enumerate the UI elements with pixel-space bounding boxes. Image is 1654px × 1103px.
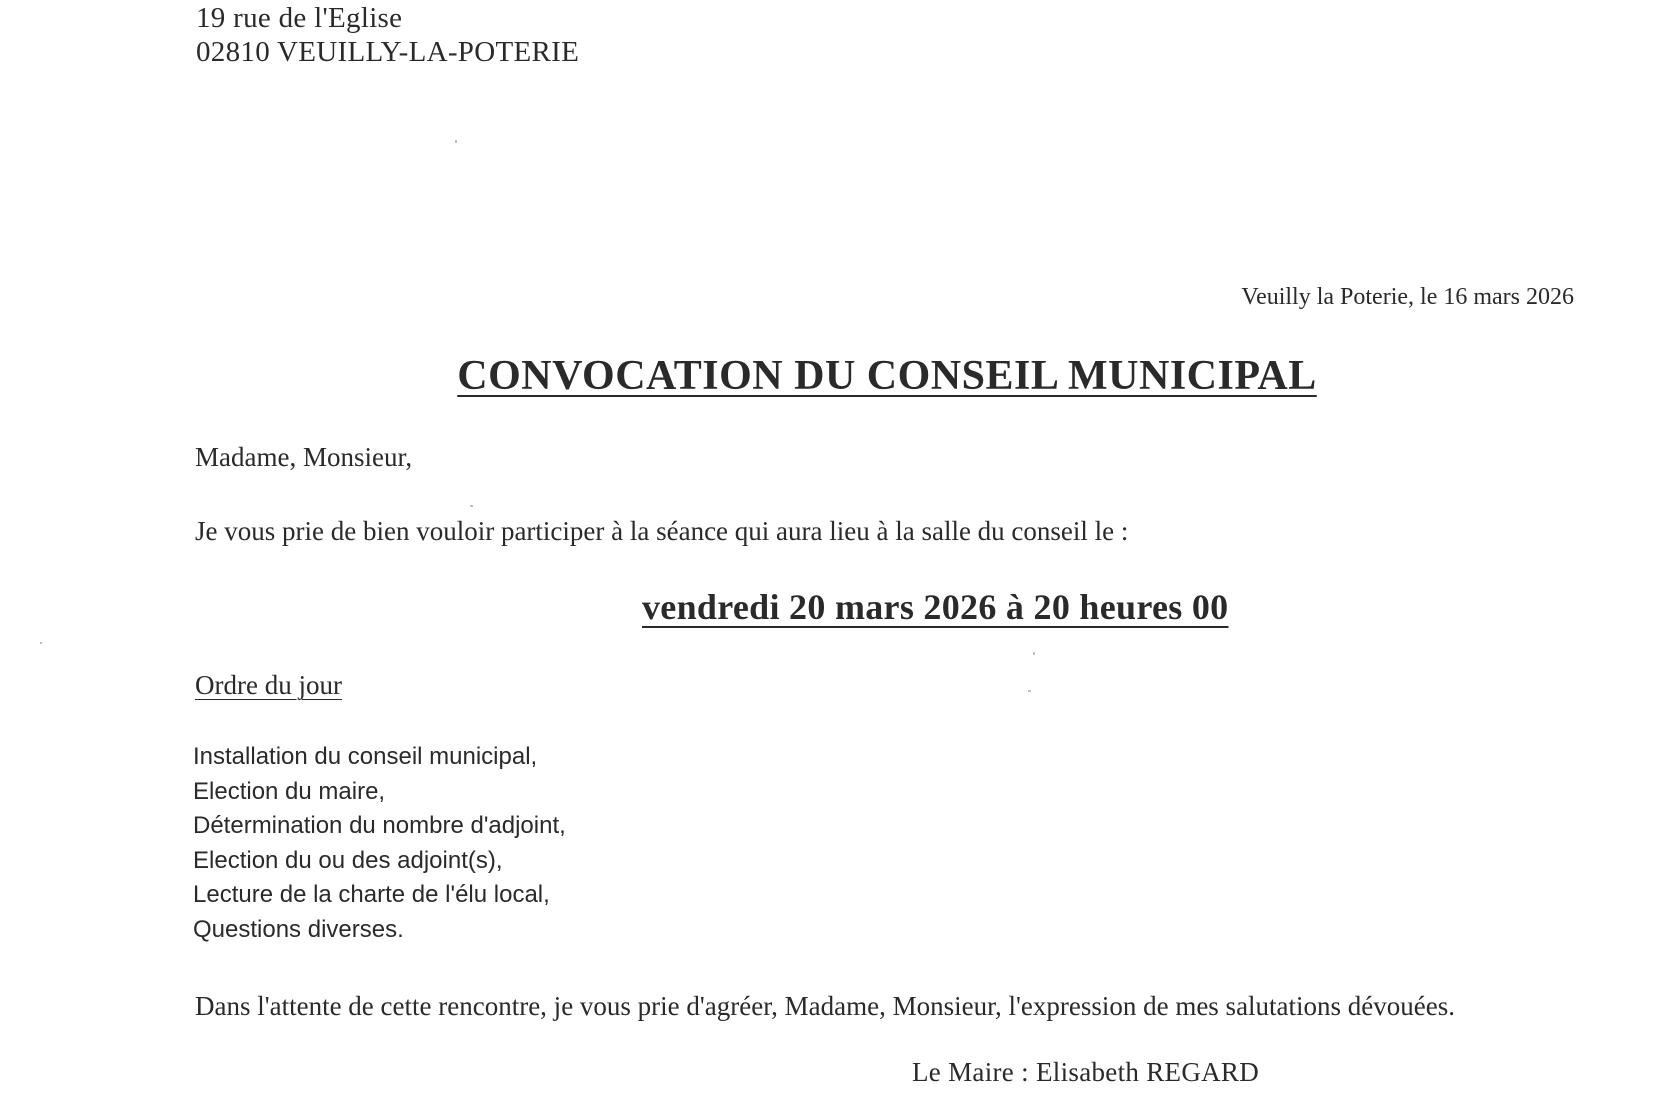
scan-speck — [40, 642, 42, 644]
signature: Le Maire : Elisabeth REGARD — [912, 1057, 1260, 1087]
scan-speck — [1033, 652, 1035, 655]
closing-paragraph: Dans l'attente de cette rencontre, je vous prie d'agréer, Madame, Monsieur, l'expression de mes salutations dévouées. — [195, 991, 1456, 1021]
scan-speck — [470, 505, 473, 507]
agenda-item: Lecture de la charte de l'élu local, — [193, 881, 550, 908]
agenda-list — [193, 740, 566, 947]
document-title-text: CONVOCATION DU CONSEIL MUNICIPAL — [457, 353, 1317, 399]
agenda-heading: Ordre du jour — [195, 670, 342, 700]
agenda-item: Election du maire, — [193, 777, 386, 805]
place-and-date: Veuilly la Poterie, le 16 mars 2026 — [1241, 284, 1574, 310]
invitation-text: Je vous prie de bien vouloir participer à la séance qui aura lieu à la salle du conseil le : — [195, 516, 1129, 546]
agenda-item: Détermination du nombre d'adjoint, — [193, 812, 566, 839]
document-title — [0, 352, 1654, 400]
salutation: Madame, Monsieur, — [195, 442, 413, 472]
sender-address-line1: 19 rue de l'Eglise — [196, 2, 403, 34]
agenda-item: Election du ou des adjoint(s), — [193, 846, 503, 874]
agenda-item: Installation du conseil municipal, — [193, 743, 538, 770]
agenda-item: Questions diverses. — [193, 915, 404, 943]
scan-speck — [455, 140, 457, 143]
scan-speck — [1028, 690, 1031, 692]
meeting-datetime: vendredi 20 mars 2026 à 20 heures 00 — [642, 587, 1229, 627]
sender-address-line2: 02810 VEUILLY-LA-POTERIE — [196, 36, 580, 68]
